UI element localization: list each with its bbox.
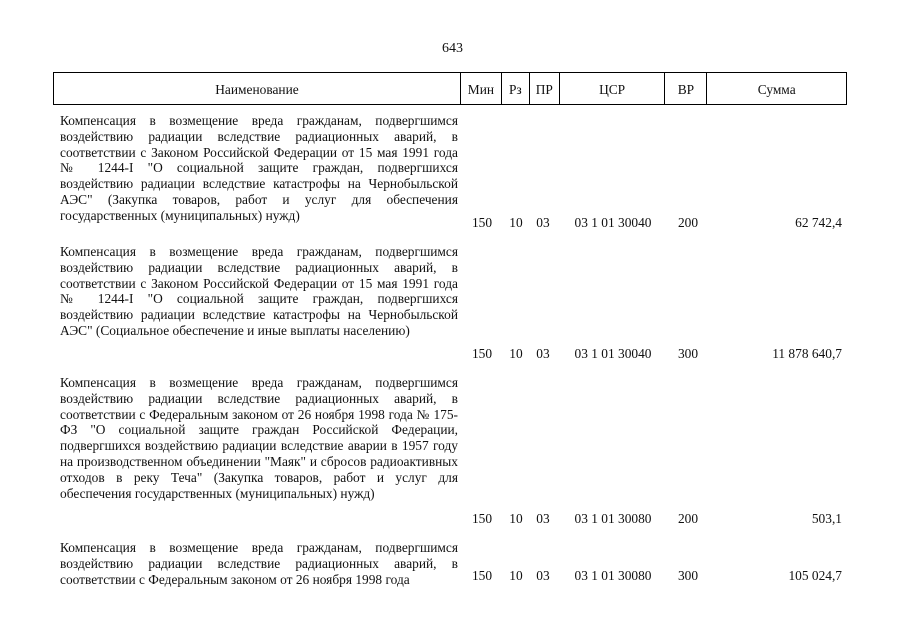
row-min: 150: [471, 346, 493, 361]
row-sum: 62 742,4: [795, 215, 842, 230]
row-csr: 03 1 01 30080: [574, 568, 652, 583]
row-vr: 300: [677, 568, 699, 583]
row-rz: 10: [509, 346, 523, 361]
header-rz: Рз: [501, 73, 529, 104]
row-rz: 10: [509, 568, 523, 583]
page-number: 643: [442, 41, 463, 56]
header-csr: ЦСР: [559, 73, 665, 104]
row-csr: 03 1 01 30040: [574, 215, 652, 230]
row-sum: 503,1: [811, 511, 842, 526]
row-sum: 105 024,7: [788, 568, 842, 583]
table-header: [53, 72, 847, 105]
row-name: Компенсация в возмещение вреда гражданам, подвергшимся воздействию радиации вследствие радиационных аварий, в соответствии с Законом Российской Федерации от 15 мая 1991 года № 1244-I "О социальной защите граждан, подвергшихся воздействию радиации вследствие катастрофы на Чернобыльской АЭС" (Социальное обеспечение и иные выплаты населению): [60, 244, 458, 338]
table-row: [53, 244, 847, 366]
row-rz: 10: [509, 511, 523, 526]
row-csr: 03 1 01 30040: [574, 346, 652, 361]
row-csr: 03 1 01 30080: [574, 511, 652, 526]
table-row: [53, 540, 847, 596]
header-pr: ПР: [529, 73, 559, 104]
header-min: Мин: [460, 73, 501, 104]
row-name: Компенсация в возмещение вреда гражданам, подвергшимся воздействию радиации вследствие радиационных аварий, в соответствии с Законом Российской Федерации от 15 мая 1991 года № 1244-I "О социальной защите граждан, подвергшихся воздействию радиации вследствие катастрофы на Чернобыльской АЭС" (Закупка товаров, работ и услуг для обеспечения государственных (муниципальных) нужд): [60, 113, 458, 223]
row-name: Компенсация в возмещение вреда гражданам, подвергшимся воздействию радиации вследствие радиационных аварий, в соответствии с Федеральным законом от 26 ноября 1998 года № 175-ФЗ "О социальной защите граждан Российской Федерации, подвергшихся воздействию радиации вследствие аварии в 1957 году на производственном объединении "Маяк" и сбросов радиоактивных отходов в реку Теча" (Закупка товаров, работ и услуг для обеспечения государственных (муниципальных) нужд): [60, 375, 458, 501]
header-vr: ВР: [664, 73, 706, 104]
row-vr: 200: [677, 511, 699, 526]
row-vr: 300: [677, 346, 699, 361]
row-pr: 03: [536, 346, 550, 361]
row-min: 150: [471, 215, 493, 230]
row-sum: 11 878 640,7: [772, 346, 842, 361]
row-rz: 10: [509, 215, 523, 230]
table-row: [53, 375, 847, 531]
header-name: Наименование: [215, 81, 299, 97]
table-row: [53, 113, 847, 235]
row-vr: 200: [677, 215, 699, 230]
row-pr: 03: [536, 511, 550, 526]
row-pr: 03: [536, 568, 550, 583]
header-sum: Сумма: [706, 73, 846, 104]
row-pr: 03: [536, 215, 550, 230]
row-name: Компенсация в возмещение вреда гражданам, подвергшимся воздействию радиации вследствие радиационных аварий, в соответствии с Федеральным законом от 26 ноября 1998 года: [60, 540, 458, 587]
row-min: 150: [471, 511, 493, 526]
row-min: 150: [471, 568, 493, 583]
